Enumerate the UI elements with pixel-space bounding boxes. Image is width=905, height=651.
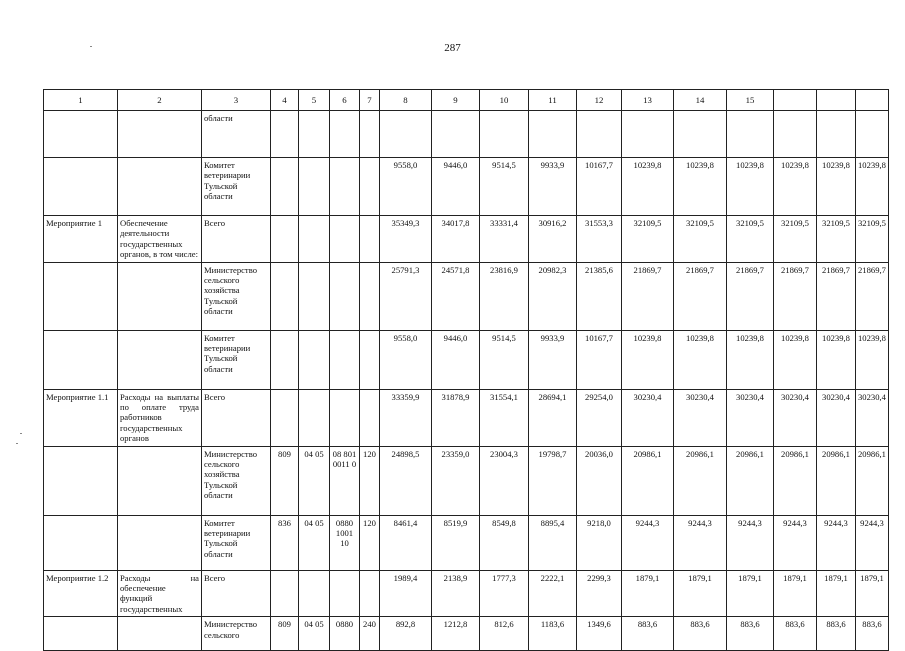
- code-cell: 120: [360, 446, 380, 515]
- description-cell: [118, 515, 202, 570]
- value-cell: 10239,8: [817, 158, 856, 216]
- value-cell: 2222,1: [529, 570, 577, 617]
- code-cell: [271, 111, 299, 158]
- description-cell: [118, 617, 202, 651]
- table-row: [44, 617, 889, 651]
- value-cell: 21385,6: [577, 262, 622, 330]
- value-cell: [432, 111, 480, 158]
- code-cell: [299, 158, 330, 216]
- value-cell: 21869,7: [817, 262, 856, 330]
- value-cell: 9933,9: [529, 330, 577, 389]
- value-cell: 1879,1: [856, 570, 889, 617]
- value-cell: [856, 111, 889, 158]
- header-cell: 10: [480, 90, 529, 111]
- value-cell: [674, 111, 727, 158]
- value-cell: 883,6: [774, 617, 817, 651]
- value-cell: 30230,4: [674, 389, 727, 446]
- value-cell: 892,8: [380, 617, 432, 651]
- code-cell: 809: [271, 617, 299, 651]
- value-cell: 29254,0: [577, 389, 622, 446]
- value-cell: 10239,8: [817, 330, 856, 389]
- code-cell: [360, 158, 380, 216]
- code-cell: [330, 330, 360, 389]
- value-cell: 35349,3: [380, 216, 432, 263]
- value-cell: 21869,7: [856, 262, 889, 330]
- value-cell: 32109,5: [727, 216, 774, 263]
- executor-cell: Комитет ветеринарии Тульской области: [202, 330, 271, 389]
- code-cell: [299, 389, 330, 446]
- value-cell: 20036,0: [577, 446, 622, 515]
- value-cell: 883,6: [817, 617, 856, 651]
- code-cell: [330, 158, 360, 216]
- header-cell: [856, 90, 889, 111]
- header-cell: 8: [380, 90, 432, 111]
- value-cell: 2299,3: [577, 570, 622, 617]
- code-cell: 240: [360, 617, 380, 651]
- value-cell: 10239,8: [856, 158, 889, 216]
- value-cell: 9244,3: [817, 515, 856, 570]
- value-cell: 21869,7: [674, 262, 727, 330]
- code-cell: 836: [271, 515, 299, 570]
- description-cell: Обеспечение деятельности государственных органов, в том числе:: [118, 216, 202, 263]
- value-cell: 30230,4: [622, 389, 674, 446]
- header-cell: 9: [432, 90, 480, 111]
- value-cell: 8895,4: [529, 515, 577, 570]
- value-cell: 32109,5: [674, 216, 727, 263]
- header-cell: 11: [529, 90, 577, 111]
- executor-cell: Всего: [202, 570, 271, 617]
- value-cell: 32109,5: [774, 216, 817, 263]
- row-label-cell: [44, 330, 118, 389]
- code-cell: [299, 330, 330, 389]
- description-cell: Расходы на обеспечение функций государственных: [118, 570, 202, 617]
- value-cell: 1349,6: [577, 617, 622, 651]
- value-cell: 9933,9: [529, 158, 577, 216]
- value-cell: 10167,7: [577, 330, 622, 389]
- value-cell: 1989,4: [380, 570, 432, 617]
- row-label-cell: Мероприятие 1.1: [44, 389, 118, 446]
- value-cell: [480, 111, 529, 158]
- executor-cell: области: [202, 111, 271, 158]
- value-cell: 2138,9: [432, 570, 480, 617]
- header-cell: 14: [674, 90, 727, 111]
- header-cell: 1: [44, 90, 118, 111]
- value-cell: 32109,5: [856, 216, 889, 263]
- table-row: [44, 158, 889, 216]
- code-cell: 0880 1001 10: [330, 515, 360, 570]
- value-cell: 33359,9: [380, 389, 432, 446]
- code-cell: 04 05: [299, 446, 330, 515]
- value-cell: 812,6: [480, 617, 529, 651]
- value-cell: 20986,1: [817, 446, 856, 515]
- value-cell: 19798,7: [529, 446, 577, 515]
- value-cell: 30230,4: [727, 389, 774, 446]
- code-cell: [330, 111, 360, 158]
- value-cell: 20986,1: [774, 446, 817, 515]
- code-cell: [330, 389, 360, 446]
- value-cell: 23816,9: [480, 262, 529, 330]
- code-cell: [299, 216, 330, 263]
- executor-cell: Всего: [202, 389, 271, 446]
- value-cell: 24571,8: [432, 262, 480, 330]
- table-row: [44, 216, 889, 263]
- row-label-cell: [44, 515, 118, 570]
- scan-speck: [20, 433, 22, 434]
- executor-cell: Министерство сельского: [202, 617, 271, 651]
- value-cell: 20986,1: [622, 446, 674, 515]
- code-cell: [360, 389, 380, 446]
- value-cell: [817, 111, 856, 158]
- description-cell: [118, 158, 202, 216]
- code-cell: 04 05: [299, 617, 330, 651]
- value-cell: 9244,3: [622, 515, 674, 570]
- value-cell: 30916,2: [529, 216, 577, 263]
- value-cell: 30230,4: [774, 389, 817, 446]
- value-cell: [727, 111, 774, 158]
- header-cell: 12: [577, 90, 622, 111]
- value-cell: 32109,5: [817, 216, 856, 263]
- value-cell: 1212,8: [432, 617, 480, 651]
- value-cell: 9446,0: [432, 158, 480, 216]
- row-label-cell: [44, 111, 118, 158]
- code-cell: [271, 330, 299, 389]
- value-cell: 10239,8: [856, 330, 889, 389]
- code-cell: [330, 570, 360, 617]
- code-cell: [271, 570, 299, 617]
- description-cell: Расходы на выплаты по оплате труда работников государственных органов: [118, 389, 202, 446]
- description-cell: [118, 446, 202, 515]
- table-row: [44, 446, 889, 515]
- value-cell: 21869,7: [622, 262, 674, 330]
- scan-speck: [16, 443, 18, 444]
- row-label-cell: [44, 446, 118, 515]
- value-cell: [622, 111, 674, 158]
- value-cell: 32109,5: [622, 216, 674, 263]
- code-cell: [299, 262, 330, 330]
- executor-cell: Всего: [202, 216, 271, 263]
- value-cell: 31554,1: [480, 389, 529, 446]
- value-cell: 9558,0: [380, 330, 432, 389]
- table-row: [44, 570, 889, 617]
- value-cell: 9244,3: [674, 515, 727, 570]
- value-cell: 9514,5: [480, 330, 529, 389]
- code-cell: [360, 330, 380, 389]
- code-cell: [271, 158, 299, 216]
- row-label-cell: Мероприятие 1: [44, 216, 118, 263]
- header-cell: 15: [727, 90, 774, 111]
- code-cell: [330, 216, 360, 263]
- value-cell: 10239,8: [674, 158, 727, 216]
- value-cell: 9446,0: [432, 330, 480, 389]
- row-label-cell: Мероприятие 1.2: [44, 570, 118, 617]
- table-row: [44, 330, 889, 389]
- value-cell: 33331,4: [480, 216, 529, 263]
- value-cell: 1879,1: [622, 570, 674, 617]
- value-cell: 23359,0: [432, 446, 480, 515]
- code-cell: [330, 262, 360, 330]
- executor-cell: Министерство сельского хозяйства Тульской области: [202, 262, 271, 330]
- value-cell: [529, 111, 577, 158]
- value-cell: 883,6: [856, 617, 889, 651]
- value-cell: 34017,8: [432, 216, 480, 263]
- code-cell: [271, 389, 299, 446]
- page-number: 287: [444, 42, 461, 54]
- budget-table: [43, 89, 889, 651]
- value-cell: 1183,6: [529, 617, 577, 651]
- value-cell: 30230,4: [817, 389, 856, 446]
- value-cell: 9218,0: [577, 515, 622, 570]
- header-cell: 13: [622, 90, 674, 111]
- executor-cell: Комитет ветеринарии Тульской области: [202, 158, 271, 216]
- value-cell: 9558,0: [380, 158, 432, 216]
- code-cell: [271, 262, 299, 330]
- value-cell: 10239,8: [622, 158, 674, 216]
- header-cell: [817, 90, 856, 111]
- executor-cell: Министерство сельского хозяйства Тульской области: [202, 446, 271, 515]
- value-cell: [774, 111, 817, 158]
- header-cell: 5: [299, 90, 330, 111]
- value-cell: 1777,3: [480, 570, 529, 617]
- value-cell: 883,6: [622, 617, 674, 651]
- value-cell: 28694,1: [529, 389, 577, 446]
- table-row: [44, 111, 889, 158]
- code-cell: [360, 111, 380, 158]
- value-cell: 883,6: [727, 617, 774, 651]
- value-cell: 24898,5: [380, 446, 432, 515]
- value-cell: 10239,8: [674, 330, 727, 389]
- value-cell: [577, 111, 622, 158]
- description-cell: [118, 111, 202, 158]
- value-cell: 10239,8: [774, 158, 817, 216]
- code-cell: 04 05: [299, 515, 330, 570]
- value-cell: 10239,8: [774, 330, 817, 389]
- value-cell: 25791,3: [380, 262, 432, 330]
- value-cell: 1879,1: [674, 570, 727, 617]
- value-cell: 10167,7: [577, 158, 622, 216]
- code-cell: 08 801 0011 0: [330, 446, 360, 515]
- value-cell: 8461,4: [380, 515, 432, 570]
- code-cell: 0880: [330, 617, 360, 651]
- header-cell: 4: [271, 90, 299, 111]
- code-cell: [360, 570, 380, 617]
- code-cell: [271, 216, 299, 263]
- value-cell: 31878,9: [432, 389, 480, 446]
- table-row: [44, 262, 889, 330]
- row-label-cell: [44, 158, 118, 216]
- code-cell: [299, 570, 330, 617]
- value-cell: 9244,3: [727, 515, 774, 570]
- header-cell: 6: [330, 90, 360, 111]
- scan-speck: [90, 46, 92, 47]
- value-cell: 21869,7: [774, 262, 817, 330]
- executor-cell: Комитет ветеринарии Тульской области: [202, 515, 271, 570]
- value-cell: 23004,3: [480, 446, 529, 515]
- header-cell: 2: [118, 90, 202, 111]
- value-cell: 31553,3: [577, 216, 622, 263]
- value-cell: 883,6: [674, 617, 727, 651]
- header-row: [44, 90, 889, 111]
- value-cell: 9244,3: [856, 515, 889, 570]
- header-cell: 3: [202, 90, 271, 111]
- header-cell: [774, 90, 817, 111]
- description-cell: [118, 330, 202, 389]
- code-cell: 809: [271, 446, 299, 515]
- code-cell: [299, 111, 330, 158]
- value-cell: 9514,5: [480, 158, 529, 216]
- row-label-cell: [44, 617, 118, 651]
- description-cell: [118, 262, 202, 330]
- value-cell: 8519,9: [432, 515, 480, 570]
- value-cell: 30230,4: [856, 389, 889, 446]
- table-row: [44, 389, 889, 446]
- value-cell: 20982,3: [529, 262, 577, 330]
- value-cell: 21869,7: [727, 262, 774, 330]
- value-cell: 1879,1: [727, 570, 774, 617]
- value-cell: 9244,3: [774, 515, 817, 570]
- value-cell: [380, 111, 432, 158]
- value-cell: 20986,1: [674, 446, 727, 515]
- row-label-cell: [44, 262, 118, 330]
- code-cell: [360, 262, 380, 330]
- value-cell: 20986,1: [727, 446, 774, 515]
- value-cell: 10239,8: [622, 330, 674, 389]
- value-cell: 20986,1: [856, 446, 889, 515]
- value-cell: 10239,8: [727, 158, 774, 216]
- code-cell: [360, 216, 380, 263]
- value-cell: 1879,1: [774, 570, 817, 617]
- value-cell: 10239,8: [727, 330, 774, 389]
- value-cell: 8549,8: [480, 515, 529, 570]
- value-cell: 1879,1: [817, 570, 856, 617]
- code-cell: 120: [360, 515, 380, 570]
- table-row: [44, 515, 889, 570]
- header-cell: 7: [360, 90, 380, 111]
